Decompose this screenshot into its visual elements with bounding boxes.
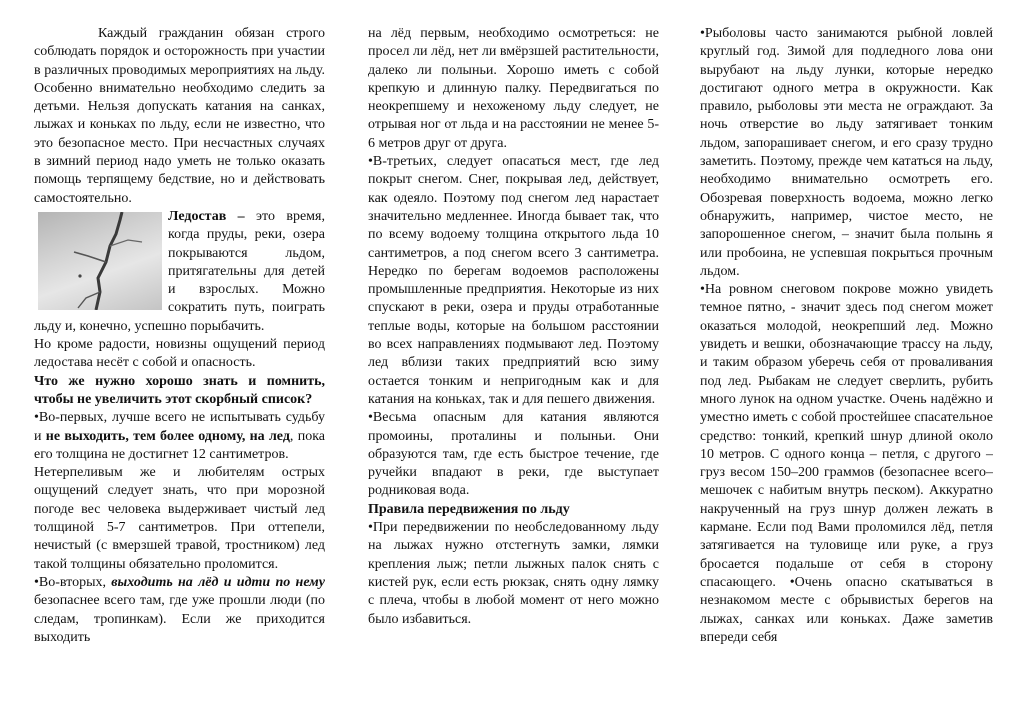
first-rule-tail: , пока его толщина не достигнет 12 сантиметров. [34, 428, 325, 462]
snow-cover-paragraph: •На ровном снеговом покрове можно увидеть темное пятно, - значит здесь под снегом может оказаться молодой, неокрепший лед. Можно увидеть и вешки, обозначающие трассу на льду, и таким образом уберечь себя от проваливания под лед. Рыбакам не следует сверлить, рубить много лунок на одном участке. Очень надёжно и уместно иметь с собой простейшее спасательное средство: тонкий, крепкий шнур длиной около 10 метров. С одного конца – петля, с другого – груз весом 150–200 граммов (безопаснее всего– мешочек с набитым внутрь песком). Аккуратно накрученный на груз шнур должен лежать в кармане. Если под Вами проломился лёд, петля затягивается на туловище или руке, а груз бросается подальше от себя в сторону спасающего. •Очень опасно скатываться в незнакомом месте с обрывистых берегов на лыжах, санках или коньках. Даже заметив впереди себя [700, 282, 993, 645]
ledostav-text: это время, когда пруды, реки, озера покрываются льдом, притягательны для детей и взрослых. Можно сократить путь, поиграть льду и, конечно, успешно порыбачить. [34, 208, 325, 334]
first-rule-text: •Во-первых, лучше всего не испытывать судьбу и [34, 410, 325, 444]
first-on-ice-paragraph: на лёд первым, необходимо осмотреться: не просел ли лёд, нет ли вмёрзшей растительности, далеко ли полыньи. Хорошо иметь с собой крепкую и длинную палку. Передвигаться по неокрепшему и нехоженому льду следует, не отрывая ног от льда и на расстоянии не менее 5-6 метров друг от друга. [368, 26, 659, 151]
column-right [700, 25, 993, 725]
polynya-paragraph: •Весьма опасным для катания являются промоины, проталины и полыньи. Они образуются там, где есть быстрое течение, где ручейки впадают в реки, где выступает родниковая вода. [368, 410, 659, 499]
second-rule-tail: безопаснее всего там, где уже прошли люди (по следам, тропинкам). Если же приходится выходить [34, 593, 325, 645]
intro-paragraph: Каждый гражданин обязан строго соблюдать порядок и осторожность при участии в различных проводимых мероприятиях на льду. Особенно внимательно необходимо следить за детьми. Нельзя допускать катания на санках, лыжах и коньках по льду, если не известно, что это безопасное место. При несчастных случаях в зимний период надо уметь не только оказать помощь терпящему бедствие, но и действовать самостоятельно. [34, 26, 325, 206]
danger-paragraph: Но кроме радости, новизны ощущений период ледостава несёт с собой и опасность. [34, 337, 325, 371]
third-rule-paragraph: •В-третьих, следует опасаться мест, где лед покрыт снегом. Снег, покрывая лед, действует, как одеяло. Поэтому под снегом лед нарастает значительно медленнее. Иногда бывает так, что по всему водоему толщина открытого льда 10 сантиметров, а под снегом всего 3 сантиметра. Нередко по берегам водоемов расположены промышленные предприятия. Некоторые из них спускают в реки, озера и пруды отработанные теплые воды, которые на большом расстоянии во всех направлениях подмывают лед. Поэтому лед вблизи таких предприятий всю зиму остается тонким и непригодным как и для катания на коньках, так и для пешего движения. [368, 154, 659, 407]
column-middle [368, 25, 659, 725]
first-rule-emphasis: не выходить, тем более одному, на лед [45, 428, 290, 444]
column-left [34, 25, 325, 725]
second-rule-emphasis: выходить на лёд и идти по нему [111, 574, 325, 590]
second-rule-paragraph [34, 574, 325, 647]
second-rule-text: •Во-вторых, [34, 574, 112, 590]
first-rule-paragraph [34, 409, 325, 464]
question-line: Что же нужно хорошо знать и помнить, чтобы не увеличить этот скорбный список? [34, 373, 325, 407]
ledostav-term: Ледостав – [168, 208, 245, 224]
ski-rule-paragraph: •При передвижении по необследованному льду на лыжах нужно отстегнуть замки, лямки крепления лыж; петли лыжных палок снять с кистей рук, если есть рюкзак, снять одну лямку с плеча, чтобы в любой момент от него можно было избавиться. [368, 520, 659, 627]
rules-heading: Правила передвижения по льду [368, 501, 570, 517]
thickness-paragraph: Нетерпеливым же и любителям острых ощущений следует знать, что при морозной погоде вес человека выдерживает чистый лед толщиной 5-7 сантиметров. При оттепели, нечистый (с вмерзшей травой, тростником) лед такой толщины обязательно проломится. [34, 465, 325, 572]
ice-crack-icon [38, 212, 162, 310]
ice-crack-photo [38, 212, 162, 310]
ledostav-paragraph [34, 208, 325, 336]
fishermen-paragraph: •Рыболовы часто занимаются рыбной ловлей круглый год. Зимой для подледного лова они вырубают на льду лунки, которые нередко достигают одного метра в окружности. Как правило, рыболовы эти места не ограждают. За ночь отверстие во льду затягивает тонким льдом, запорашивает снегом, и его сразу трудно заметить. Поэтому, прежде чем кататься на льду, необходимо внимательно осмотреть его. Обозревая поверхность водоема, можно легко обнаружить, например, чистое место, не запорошенное снегом, – значит была полынь я или пробоина, не успевшая покрыться прочным льдом. [700, 26, 993, 279]
